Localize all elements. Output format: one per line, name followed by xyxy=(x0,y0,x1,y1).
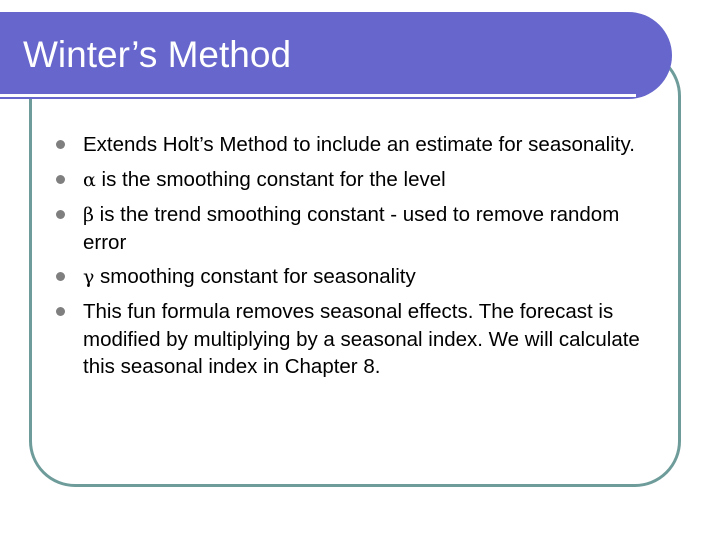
bullet-item xyxy=(55,263,665,291)
title-underline xyxy=(0,94,636,97)
bullet-text: Extends Holt’s Method to include an estimate for seasonality. xyxy=(83,133,635,156)
bullet-item xyxy=(55,166,665,194)
greek-symbol: γ xyxy=(83,266,95,288)
bullet-dot-icon xyxy=(56,307,65,316)
bullet-item xyxy=(55,131,665,159)
bullet-dot-icon xyxy=(56,272,65,281)
greek-symbol: α xyxy=(83,169,96,191)
bullet-dot-icon xyxy=(56,140,65,149)
bullet-dot-icon xyxy=(56,210,65,219)
slide-title: Winter’s Method xyxy=(23,34,292,75)
greek-symbol: β xyxy=(83,204,94,226)
bullet-item xyxy=(55,298,665,380)
bullet-text: is the trend smoothing constant - used to remove random error xyxy=(83,203,620,254)
bullet-text: smoothing constant for seasonality xyxy=(94,265,416,288)
bullet-list xyxy=(55,131,665,387)
bullet-item xyxy=(55,201,665,256)
bullet-dot-icon xyxy=(56,175,65,184)
bullet-text: This fun formula removes seasonal effects. The forecast is modified by multiplying by a seasonal index. We will calculate this seasonal index in Chapter 8. xyxy=(83,300,640,378)
bullet-text: is the smoothing constant for the level xyxy=(95,168,446,191)
